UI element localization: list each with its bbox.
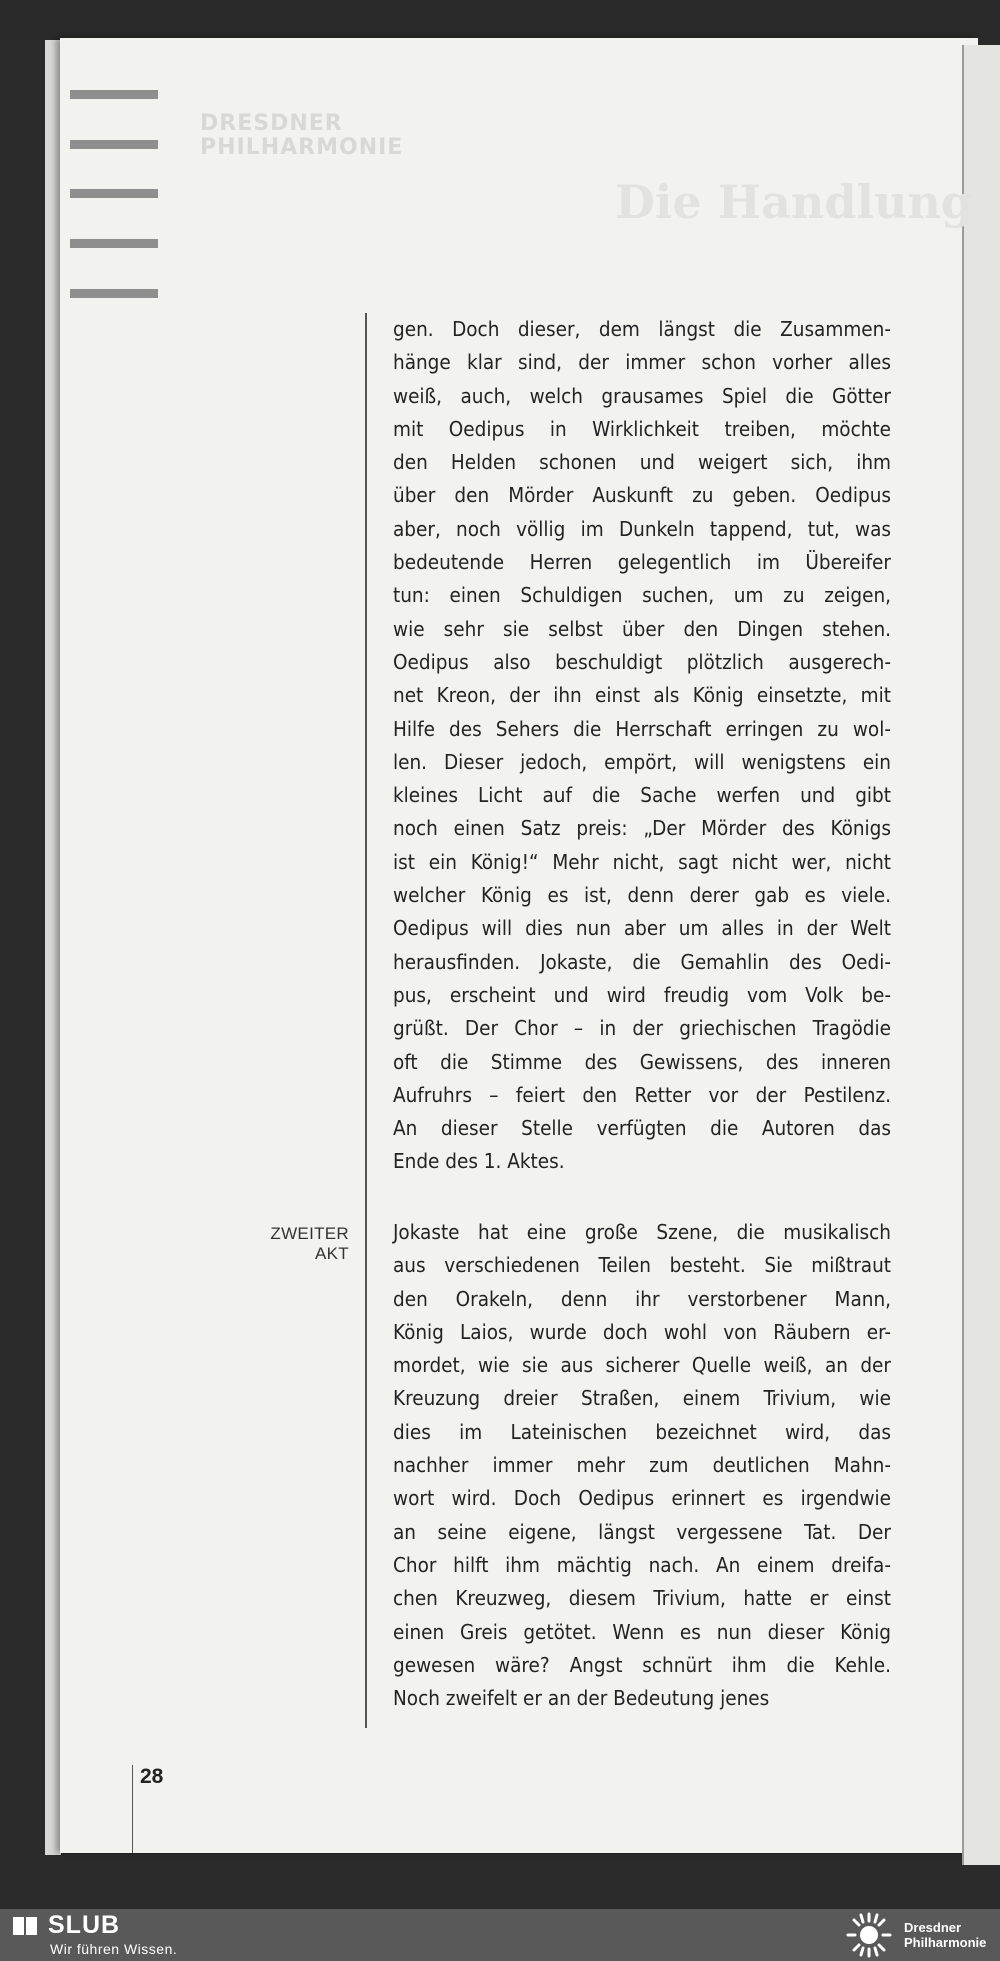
section-label-zweiter-akt: ZWEITER AKT (270, 1224, 349, 1263)
text-line: mit Oedipus in Wirklichkeit treiben, möchte (393, 416, 891, 441)
text-line: König Laios, wurde doch wohl von Räubern er- (393, 1319, 891, 1344)
text-line: Oedipus also beschuldigt plötzlich ausgerech- (393, 649, 891, 674)
text-line: aus verschiedenen Teilen besteht. Sie mißtraut (393, 1253, 891, 1278)
text-line: tun: einen Schuldigen suchen, um zu zeigen, (393, 583, 891, 608)
philharmonie-name (904, 1920, 986, 1950)
decorative-stripe (70, 189, 158, 198)
text-line: den Helden schonen und weigert sich, ihm (393, 450, 891, 475)
decorative-stripe (70, 239, 158, 248)
text-line: An dieser Stelle verfügten die Autoren das (393, 1116, 891, 1141)
text-line: pus, erscheint und wird freudig vom Volk be- (393, 982, 891, 1007)
text-line: einen Greis getötet. Wenn es nun dieser König (393, 1619, 891, 1644)
paragraph-act-two (393, 1216, 891, 1715)
text-line: Jokaste hat eine große Szene, die musikalisch (393, 1220, 891, 1244)
text-line: gen. Doch dieser, dem längst die Zusammen- (393, 317, 891, 341)
folio-rule (132, 1765, 133, 1853)
paragraph-act-one-end (393, 313, 891, 1179)
page-spine (45, 40, 61, 1855)
philharmonie-name-line1: Dresdner (904, 1920, 962, 1935)
next-page-edge (962, 45, 1000, 1865)
page-number: 28 (140, 1765, 164, 1788)
text-line: net Kreon, der ihn einst als König einsetzte, mit (393, 683, 891, 708)
philharmonie-sun-icon (842, 1912, 896, 1958)
text-line: Hilfe des Sehers die Herrschaft erringen zu wol- (393, 716, 891, 741)
text-line: gewesen wäre? Angst schnürt ihm die Kehle. (393, 1652, 891, 1677)
text-line: kleines Licht auf die Sache werfen und gibt (393, 783, 891, 808)
text-line: Noch zweifelt er an der Bedeutung jenes (393, 1686, 770, 1711)
scan-background (0, 0, 1000, 40)
decorative-stripe (70, 289, 158, 298)
text-line: bedeutende Herren gelegentlich im Übereifer (393, 550, 891, 575)
slub-book-icon (12, 1915, 38, 1937)
show-through-logo (200, 112, 403, 160)
text-line: Aufruhrs – feiert den Retter vor der Pestilenz. (393, 1082, 891, 1107)
text-line: Chor hilft ihm mächtig nach. An einem dreifa- (393, 1552, 891, 1577)
slub-tagline: Wir führen Wissen. (50, 1941, 178, 1957)
text-line: weiß, auch, welch grausames Spiel die Götter (393, 383, 891, 408)
text-line: Kreuzung dreier Straßen, einem Trivium, wie (393, 1386, 891, 1411)
text-line: über den Mörder Auskunft zu geben. Oedipus (393, 483, 891, 508)
text-line: den Orakeln, denn ihr verstorbener Mann, (393, 1286, 891, 1311)
text-line: hänge klar sind, der immer schon vorher alles (393, 350, 891, 375)
show-through-logo-line1: DRESDNER (200, 111, 343, 136)
show-through-title: Die Handlung (615, 175, 974, 229)
decorative-stripe (70, 90, 158, 99)
text-line: wie sehr sie selbst über den Dingen stehen. (393, 616, 891, 641)
text-line: oft die Stimme des Gewissens, des inneren (393, 1049, 891, 1074)
philharmonie-name-line2: Philharmonie (904, 1935, 987, 1950)
text-line: Oedipus will dies nun aber um alles in der Welt (393, 916, 891, 941)
text-line: nachher immer mehr zum deutlichen Mahn- (393, 1453, 891, 1478)
column-divider (365, 313, 367, 1728)
text-line: dies im Lateinischen bezeichnet wird, das (393, 1419, 891, 1444)
text-line: mordet, wie sie aus sicherer Quelle weiß, an der (393, 1353, 891, 1378)
slub-name: SLUB (48, 1911, 121, 1939)
text-line: herausfinden. Jokaste, die Gemahlin des Oedi- (393, 949, 891, 974)
text-line: Ende des 1. Aktes. (393, 1149, 565, 1174)
text-line: an seine eigene, längst vergessene Tat. Der (393, 1519, 891, 1544)
text-line: noch einen Satz preis: „Der Mörder des Königs (393, 816, 891, 841)
text-line: len. Dieser jedoch, empört, will wenigstens ein (393, 749, 891, 774)
text-line: grüßt. Der Chor – in der griechischen Tragödie (393, 1016, 891, 1041)
decorative-stripe (70, 140, 158, 149)
text-line: welcher König es ist, denn derer gab es viele. (393, 883, 891, 908)
text-line: chen Kreuzweg, diesem Trivium, hatte er einst (393, 1586, 891, 1611)
text-line: wort wird. Doch Oedipus erinnert es irgendwie (393, 1486, 891, 1511)
show-through-logo-line2: PHILHARMONIE (200, 135, 404, 160)
text-line: aber, noch völlig im Dunkeln tappend, tut, was (393, 516, 891, 541)
text-line: ist ein König!“ Mehr nicht, sagt nicht wer, nicht (393, 849, 891, 874)
